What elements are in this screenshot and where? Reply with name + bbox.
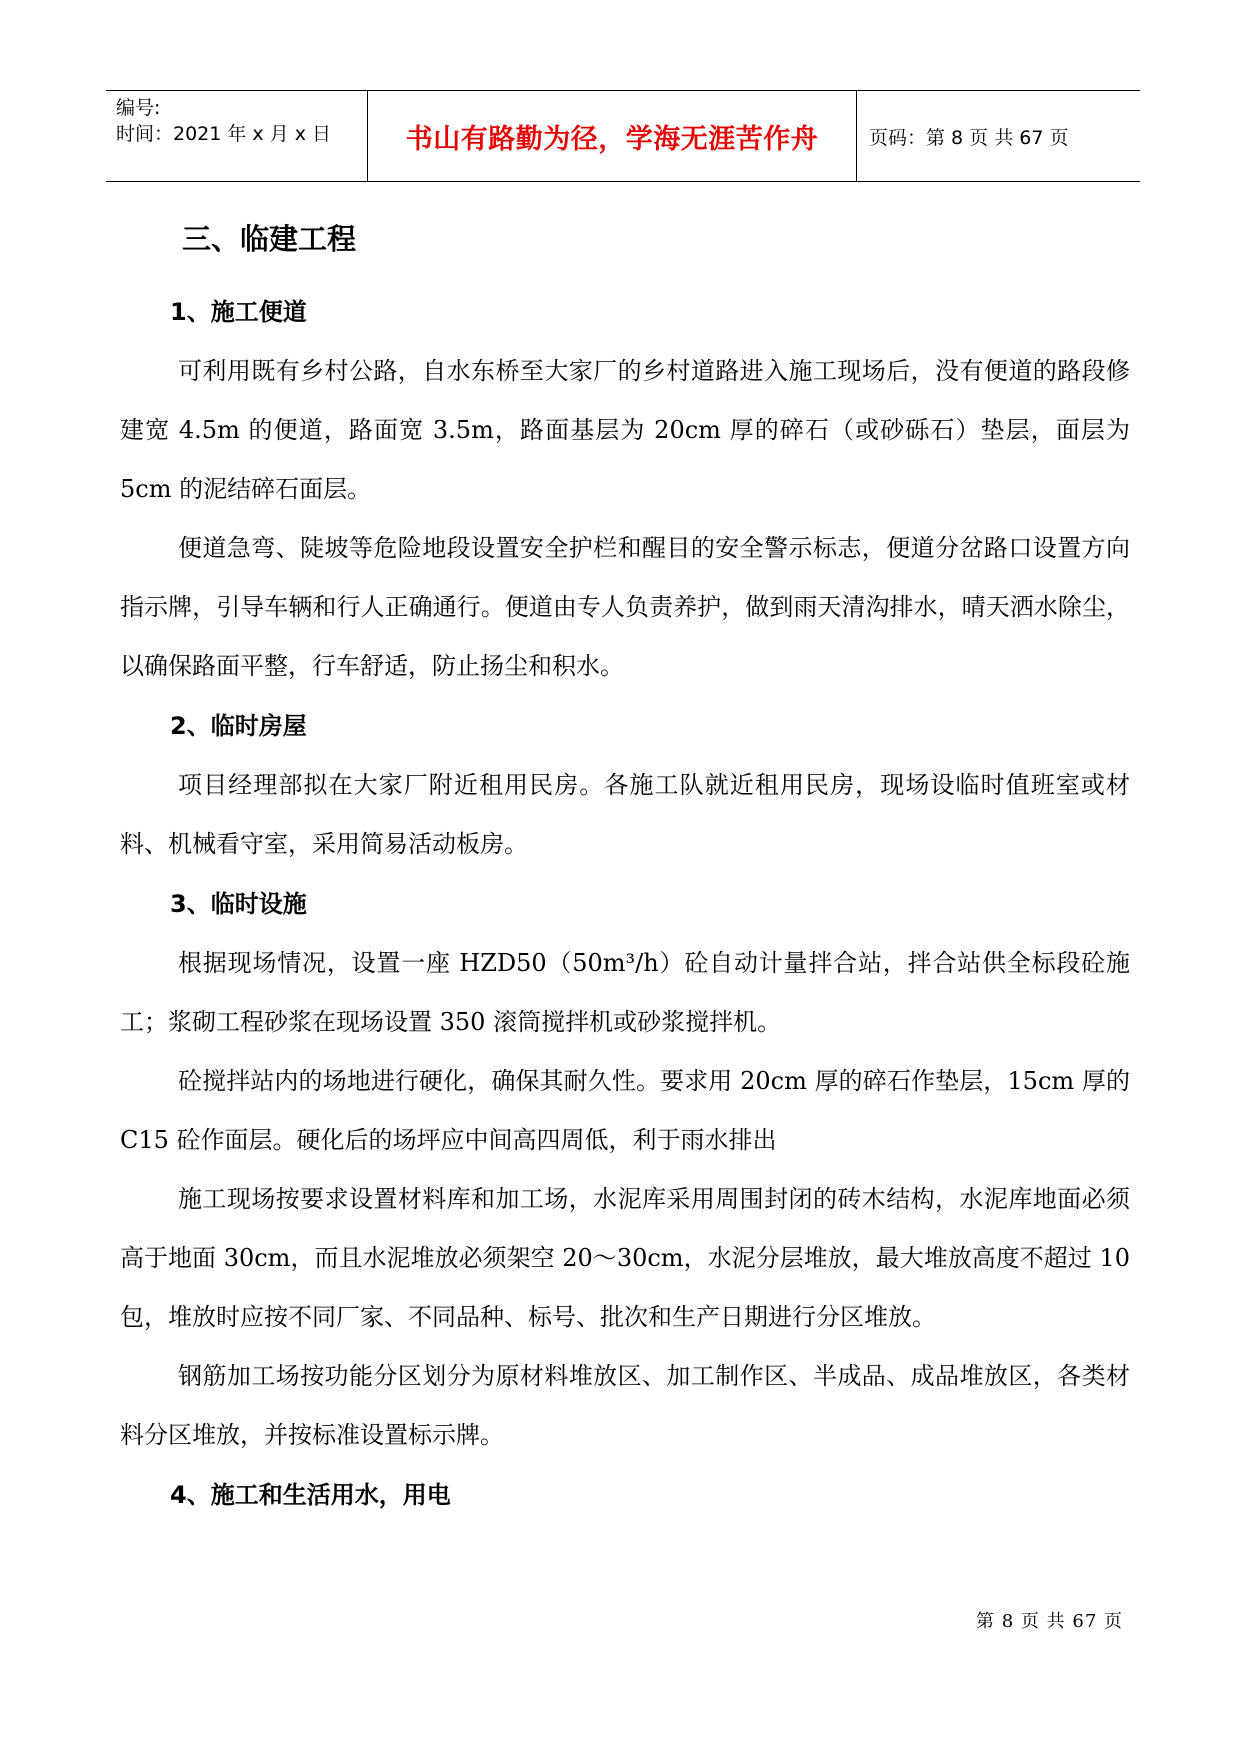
document-time: 时间：2021 年 x 月 x 日: [116, 123, 332, 145]
document-body: [120, 208, 1130, 1525]
section-title: 三、临建工程: [182, 222, 357, 256]
header-motto: 书山有路勤为径，学海无涯苦作舟: [368, 91, 857, 181]
paragraph: 项目经理部拟在大家厂附近租用民房。各施工队就近租用民房，现场设临时值班室或材料、机械看守室，采用简易活动板房。: [120, 771, 1130, 858]
page-footer: 第 8 页 共 67 页: [976, 1611, 1123, 1632]
paragraph: 便道急弯、陡坡等危险地段设置安全护栏和醒目的安全警示标志，便道分岔路口设置方向指示牌，引导车辆和行人正确通行。便道由专人负责养护，做到雨天清沟排水，晴天洒水除尘，以确保路面平整，行车舒适，防止扬尘和积水。: [120, 534, 1130, 680]
page-header: [106, 90, 1140, 182]
paragraph: 可利用既有乡村公路，自水东桥至大家厂的乡村道路进入施工现场后，没有便道的路段修建宽 4.5m 的便道，路面宽 3.5m，路面基层为 20cm 厚的碎石（或砂砾石）垫层，面层为 5cm 的泥结碎石面层。: [120, 357, 1130, 503]
subsection-heading: 4、施工和生活用水，用电: [170, 1481, 451, 1509]
subsection-heading: 2、临时房屋: [170, 712, 307, 740]
paragraph: 砼搅拌站内的场地进行硬化，确保其耐久性。要求用 20cm 厚的碎石作垫层，15cm 厚的 C15 砼作面层。硬化后的场坪应中间高四周低，利于雨水排出: [120, 1067, 1130, 1154]
document-number-label: 编号:: [116, 97, 161, 119]
paragraph: 钢筋加工场按功能分区划分为原材料堆放区、加工制作区、半成品、成品堆放区，各类材料分区堆放，并按标准设置标示牌。: [120, 1362, 1130, 1449]
subsection-heading: 1、施工便道: [170, 298, 307, 326]
paragraph: 施工现场按要求设置材料库和加工场，水泥库采用周围封闭的砖木结构，水泥库地面必须高于地面 30cm，而且水泥堆放必须架空 20～30cm，水泥分层堆放，最大堆放高度不超过 10 包，堆放时应按不同厂家、不同品种、标号、批次和生产日期进行分区堆放。: [120, 1185, 1130, 1331]
header-meta: [106, 91, 368, 181]
header-page-info: 页码：第 8 页 共 67 页: [869, 126, 1069, 149]
paragraph: 根据现场情况，设置一座 HZD50（50m³/h）砼自动计量拌合站，拌合站供全标段砼施工；浆砌工程砂浆在现场设置 350 滚筒搅拌机或砂浆搅拌机。: [120, 949, 1130, 1036]
subsection-heading: 3、临时设施: [170, 890, 307, 918]
